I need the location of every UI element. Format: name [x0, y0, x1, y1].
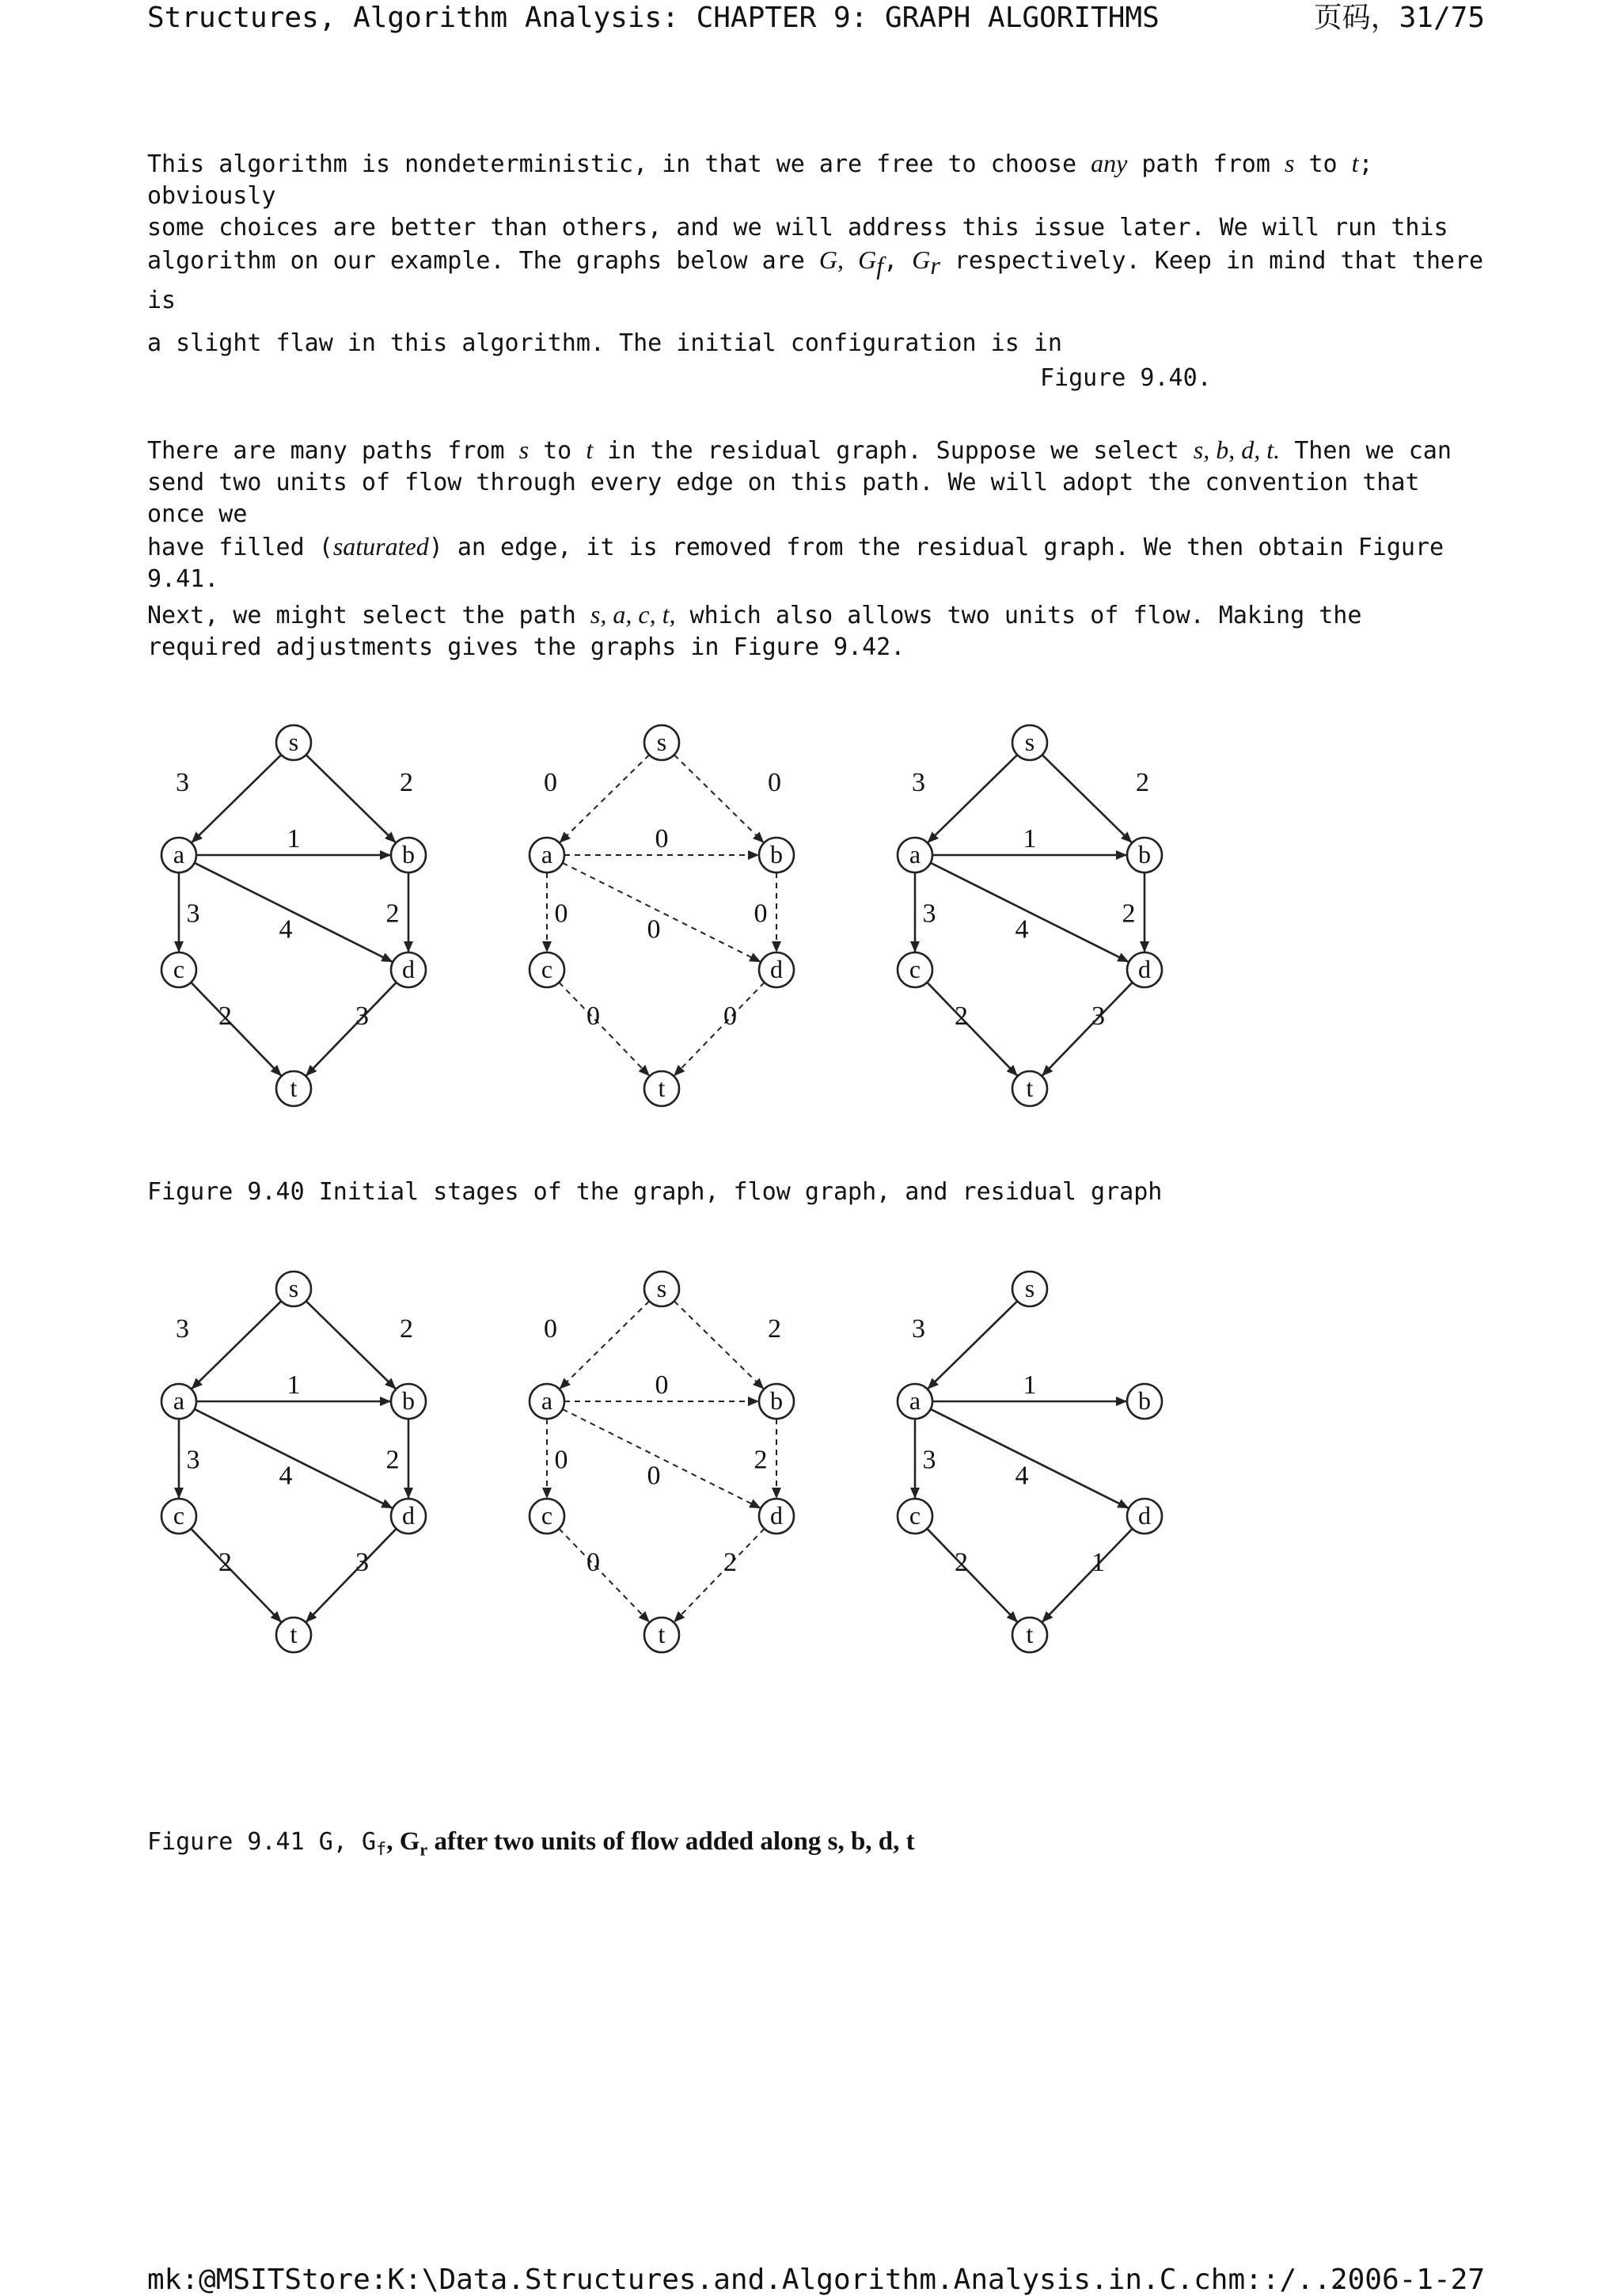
edge-weight-a-d: 4: [1015, 1461, 1029, 1491]
edge-weight-d-t: 3: [355, 1002, 369, 1031]
node-label-b: b: [770, 1386, 783, 1415]
edge-weight-a-c: 3: [186, 899, 200, 929]
footer-source-path: mk:@MSITStore:K:\Data.Structures.and.Algorithm.Analysis.in.C.chm::/...: [147, 2264, 1349, 2296]
node-label-c: c: [541, 955, 553, 983]
node-label-s: s: [288, 728, 299, 756]
fig941-graph-Gr: [898, 1272, 1162, 1652]
edge-weight-c-t: 2: [218, 1548, 232, 1577]
fig940-graph-Gf: [530, 725, 794, 1106]
edge-weight-d-t: 0: [723, 1002, 737, 1031]
node-label-c: c: [541, 1501, 553, 1530]
node-label-t: t: [658, 1620, 666, 1648]
node-label-c: c: [173, 955, 185, 983]
node-label-a: a: [909, 1386, 921, 1415]
node-label-b: b: [1138, 840, 1151, 869]
edge-a-d: [931, 1409, 1129, 1508]
figure-9-40-graphs: [147, 705, 1192, 1116]
edge-c-t: [191, 983, 281, 1076]
node-label-d: d: [402, 955, 415, 983]
edge-a-d: [195, 863, 393, 962]
figure-9-40-caption: Figure 9.40 Initial stages of the graph, flow graph, and residual graph: [147, 1178, 1163, 1206]
node-label-s: s: [656, 1274, 667, 1302]
node-label-t: t: [658, 1074, 666, 1102]
edge-d-t: [306, 983, 396, 1076]
edge-weight-c-t: 0: [587, 1548, 600, 1577]
node-label-d: d: [402, 1501, 415, 1530]
edge-c-t: [559, 983, 649, 1076]
arrowhead-b-d: [404, 1488, 413, 1499]
node-label-a: a: [541, 1386, 553, 1415]
paragraph-intro: This algorithm is nondeterministic, in that we are free to choose any path from s to t; obviously some choices are better than others, and we will address this issue later. We will run this algorithm on our example. The graphs below are G, $G_f$, $G_r$ respectively. Keep in mind that there is a slight flaw in this algorithm. The initial configuration is in: [147, 149, 1484, 357]
node-label-t: t: [1026, 1620, 1034, 1648]
arrowhead-a-b: [1116, 1397, 1127, 1406]
page-footer: [147, 2264, 1485, 2296]
fig941-graph-Gf: [530, 1272, 794, 1652]
edge-a-d: [931, 863, 1129, 962]
edge-weight-b-d: 2: [385, 1445, 400, 1475]
node-label-b: b: [402, 840, 415, 869]
node-label-a: a: [173, 1386, 185, 1415]
arrowhead-b-d: [404, 941, 413, 952]
page-header: [147, 0, 1485, 48]
edge-d-t: [674, 1529, 764, 1622]
node-label-c: c: [173, 1501, 185, 1530]
node-label-c: c: [909, 955, 921, 983]
edge-weight-s-a: 0: [544, 1314, 557, 1344]
edge-weight-a-b: 0: [655, 1370, 669, 1400]
edge-s-b: [674, 1301, 765, 1389]
edge-weight-d-t: 3: [1091, 1002, 1105, 1031]
footer-date: 2006-1-27: [1330, 2264, 1485, 2296]
edge-weight-a-c: 3: [922, 1445, 936, 1475]
fig940-graph-Gr: [898, 725, 1162, 1106]
edge-weight-c-t: 2: [218, 1002, 232, 1031]
arrowhead-a-c: [174, 1488, 184, 1499]
edge-weight-s-b: 2: [768, 1314, 781, 1344]
edge-s-a: [928, 1301, 1018, 1389]
arrowhead-s-b: [753, 1378, 764, 1389]
edge-weight-a-b: 0: [655, 824, 669, 853]
edge-weight-a-b: 1: [1023, 824, 1037, 853]
arrowhead-a-b: [380, 850, 391, 860]
edge-weight-s-a: 3: [912, 768, 925, 797]
edge-weight-b-d: 2: [385, 899, 400, 929]
edge-weight-s-a: 3: [176, 768, 189, 797]
edge-c-t: [191, 1529, 281, 1622]
node-label-b: b: [770, 840, 783, 869]
arrowhead-b-d: [772, 941, 781, 952]
edge-weight-b-d: 2: [1122, 899, 1136, 929]
edge-a-d: [563, 863, 761, 962]
edge-s-b: [1042, 755, 1133, 842]
arrowhead-a-b: [1116, 850, 1127, 860]
edge-d-t: [306, 1529, 396, 1622]
arrowhead-s-a: [560, 1378, 571, 1389]
node-label-a: a: [541, 840, 553, 869]
edge-weight-b-d: 2: [754, 1445, 768, 1475]
node-label-a: a: [909, 840, 921, 869]
edge-weight-d-t: 3: [355, 1548, 369, 1577]
paragraph-paths: There are many paths from s to t in the residual graph. Suppose we select s, b, d, t. Then we can send two units of flow through every edge on this path. We will adopt the convention that once we have filled (saturated) an edge, it is removed from the residual graph. We then obtain Figure 9.41.: [147, 435, 1452, 593]
edge-weight-s-a: 0: [544, 768, 557, 797]
edge-weight-a-b: 1: [1023, 1370, 1037, 1400]
edge-s-a: [192, 1301, 282, 1389]
node-label-t: t: [290, 1074, 298, 1102]
arrowhead-a-b: [748, 1397, 759, 1406]
edge-weight-s-a: 3: [912, 1314, 925, 1344]
edge-d-t: [1042, 1529, 1132, 1622]
arrowhead-s-a: [560, 832, 571, 843]
node-label-d: d: [770, 955, 783, 983]
edge-weight-a-b: 1: [287, 1370, 301, 1400]
node-label-b: b: [1138, 1386, 1151, 1415]
edge-weight-c-t: 2: [955, 1002, 968, 1031]
arrowhead-b-d: [772, 1488, 781, 1499]
edge-a-d: [195, 1409, 393, 1508]
edge-d-t: [674, 983, 764, 1076]
node-label-s: s: [656, 728, 667, 756]
node-label-c: c: [909, 1501, 921, 1530]
arrowhead-b-d: [1140, 941, 1149, 952]
edge-a-d: [563, 1409, 761, 1508]
node-label-d: d: [770, 1501, 783, 1530]
edge-weight-c-t: 2: [955, 1548, 968, 1577]
node-label-s: s: [1024, 728, 1035, 756]
arrowhead-s-b: [753, 832, 764, 843]
edge-s-a: [560, 1301, 650, 1389]
edge-d-t: [1042, 983, 1132, 1076]
edge-weight-a-c: 0: [554, 899, 568, 929]
node-label-t: t: [1026, 1074, 1034, 1102]
edge-weight-s-a: 3: [176, 1314, 189, 1344]
edge-c-t: [927, 1529, 1017, 1622]
node-label-d: d: [1138, 955, 1151, 983]
paragraph-next-path: Next, we might select the path s, a, c, t, which also allows two units of flow. Making the required adjustments gives the graphs in Figure 9.42.: [147, 600, 1362, 661]
figure-9-41-caption: Figure 9.41 G, $G_f$, $G_r$ after two units of flow added along s, b, d, t: [147, 1827, 915, 1860]
node-label-d: d: [1138, 1501, 1151, 1530]
arrowhead-a-b: [380, 1397, 391, 1406]
node-label-b: b: [402, 1386, 415, 1415]
edge-s-b: [306, 1301, 397, 1389]
edge-weight-a-c: 0: [554, 1445, 568, 1475]
edge-weight-d-t: 1: [1091, 1548, 1105, 1577]
edge-s-a: [192, 755, 282, 842]
node-label-s: s: [1024, 1274, 1035, 1302]
edge-weight-s-b: 2: [1136, 768, 1149, 797]
node-label-t: t: [290, 1620, 298, 1648]
edge-c-t: [559, 1529, 649, 1622]
node-label-s: s: [288, 1274, 299, 1302]
edge-weight-a-c: 3: [186, 1445, 200, 1475]
edge-c-t: [927, 983, 1017, 1076]
edge-weight-s-b: 2: [400, 768, 413, 797]
edge-weight-s-b: 2: [400, 1314, 413, 1344]
node-label-a: a: [173, 840, 185, 869]
arrowhead-a-b: [748, 850, 759, 860]
fig941-graph-G: [161, 1272, 426, 1652]
edge-weight-a-c: 3: [922, 899, 936, 929]
edge-s-a: [560, 755, 650, 842]
fig940-graph-G: [161, 725, 426, 1106]
figure-9-41-graphs: [147, 1251, 1192, 1663]
edge-s-b: [306, 755, 397, 842]
edge-weight-b-d: 0: [754, 899, 768, 929]
edge-weight-a-d: 4: [279, 914, 293, 945]
edge-s-a: [928, 755, 1018, 842]
arrowhead-a-c: [174, 941, 184, 952]
edge-weight-c-t: 0: [587, 1002, 600, 1031]
edge-weight-a-d: 0: [647, 1461, 661, 1491]
arrowhead-a-c: [910, 941, 920, 952]
figure-reference: Figure 9.40.: [1040, 364, 1212, 392]
edge-weight-a-d: 0: [647, 914, 661, 945]
header-page-number: 页码，31/75: [1313, 2, 1485, 34]
edge-weight-a-d: 4: [1015, 914, 1029, 945]
edge-weight-a-d: 4: [279, 1461, 293, 1491]
arrowhead-a-c: [542, 941, 552, 952]
arrowhead-a-c: [910, 1488, 920, 1499]
arrowhead-a-c: [542, 1488, 552, 1499]
edge-weight-d-t: 2: [723, 1548, 737, 1577]
edge-weight-s-b: 0: [768, 768, 781, 797]
header-title: Structures, Algorithm Analysis: CHAPTER 9: GRAPH ALGORITHMS: [147, 2, 1160, 34]
edge-weight-a-b: 1: [287, 824, 301, 853]
edge-s-b: [674, 755, 765, 842]
